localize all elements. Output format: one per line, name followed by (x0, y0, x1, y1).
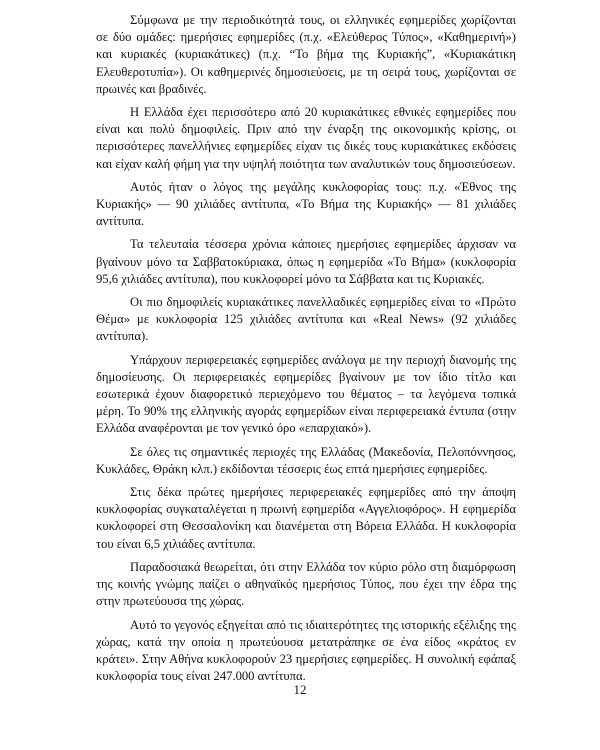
paragraph-regions-list: Σε όλες τις σημαντικές περιοχές της Ελλάδας (Μακεδονία, Πελοπόννησος, Κυκλάδες, Θράκη κλπ.) εκδίδονται τέσσερις έως επτά ημερήσιες εφημερίδες. (96, 444, 516, 476)
paragraph-aggeliaforos: Στις δέκα πρώτες ημερήσιες περιφερειακές εφημερίδες από την άποψη κυκλοφορίας συγκαταλέγεται η πρωινή εφημερίδα «Αγγελιοφόρος». Η εφημερίδα κυκλοφορεί στη Θεσσαλονίκη και διανέμεται στη Βόρεια Ελλάδα. Η κυκλοφορία του είναι 6,5 χιλιάδες αντίτυπα. (96, 485, 516, 551)
paragraph-regional: Υπάρχουν περιφερειακές εφημερίδες ανάλογα με την περιοχή διανομής της δημοσίευσης. Οι περιφερειακές εφημερίδες βγαίνουν με τον ίδιο τίτλο και εσωτερικά έχουν διαφορετικό περιεχόμενο του θέματος – τα λεγόμενα τοπικά μέρη. Το 90% της ελληνικής αγοράς εφημερίδων είναι περιφερειακά έντυπα (στην Ελλάδα αναφέρονται με τον γενικό όρο «επαρχιακό»). (96, 352, 516, 436)
paragraph-weekend-editions: Τα τελευταία τέσσερα χρόνια κάποιες ημερήσιες εφημερίδες άρχισαν να βγαίνουν μόνο τα Σαββατοκύριακα, όπως η εφημερίδα «Το Βήμα» (κυκλοφορία 95,6 χιλιάδες αντίτυπα), που κυκλοφορεί μόνο τα Σάββατα και τις Κυριακές. (96, 237, 516, 286)
paragraph-sunday-national: Η Ελλάδα έχει περισσότερο από 20 κυριακάτικες εθνικές εφημερίδες που είναι και πολύ δημοφιλείς. Πριν από την έναρξη της οικονομικής κρίσης, οι περισσότερες πανελλήνιες εφημερίδες είχαν τις δικές τους κυριακάτικες εκδόσεις και είχαν καλή φήμη για την υψηλή ποιότητα των αναλυτικών τους δημοσιεύσεων. (96, 105, 516, 171)
page-number: 12 (293, 682, 307, 697)
paragraph-historical: Αυτό το γεγονός εξηγείται από τις ιδιαιτερότητες της ιστορικής εξέλιξης της χώρας, κατά την οποία η πρωτεύουσα μετατράπηκε σε ένα είδος «κράτος εν κράτει». Στην Αθήνα κυκλοφορούν 23 ημερήσιες εφημερίδες. Η συνολική εφάπαξ κυκλοφορία τους είναι 247.000 αντίτυπα. (96, 617, 516, 684)
paragraph-periodicity: Σύμφωνα με την περιοδικότητά τους, οι ελληνικές εφημερίδες χωρίζονται σε δύο ομάδες: ημερήσιες εφημερίδες (π.χ. «Ελεύθερος Τύπος», «Καθημερινή») και κυριακές (κυριακάτικες) (π.χ. “Το βήμα της Κυριακής”, «Κυριακάτικη Ελευθεροτυπία»). Οι καθημερινές δημοσιεύσεις, με τη σειρά τους, χωρίζονται σε πρωινές και βραδινές. (96, 13, 516, 96)
paragraph-circulation-reason: Αυτός ήταν ο λόγος της μεγάλης κυκλοφορίας τους: π.χ. «Έθνος της Κυριακής» — 90 χιλιάδες αντίτυπα, «Το Βήμα της Κυριακής» — 81 χιλιάδες αντίτυπα. (96, 179, 516, 229)
paragraph-popular-sunday: Οι πιο δημοφιλείς κυριακάτικες πανελλαδικές εφημερίδες είναι το «Πρώτο Θέμα» με κυκλοφορία 125 χιλιάδες αντίτυπα και «Real News» (92 χιλιάδες αντίτυπα). (96, 295, 516, 344)
paragraph-athens-press: Παραδοσιακά θεωρείται, ότι στην Ελλάδα τον κύριο ρόλο στη διαμόρφωση της κοινής γνώμης παίζει ο αθηναϊκός ημερήσιος Τύπος, που έχει την έδρα της στην πρωτεύουσα της χώρας. (96, 559, 516, 609)
document-page-body (96, 12, 516, 691)
